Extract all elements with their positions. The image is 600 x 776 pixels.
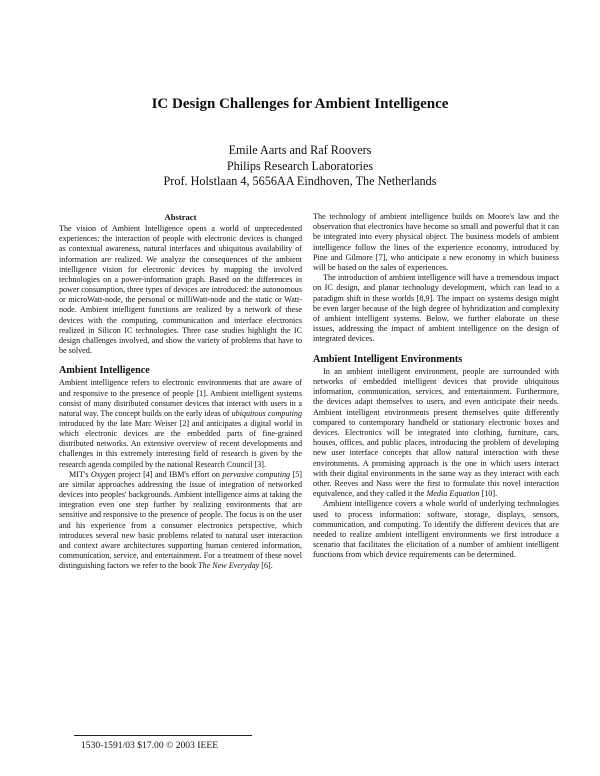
author-block xyxy=(0,143,600,190)
emphasis-text: pervasive computing xyxy=(222,469,291,479)
text-span: project [4] and IBM's effort on xyxy=(115,469,223,479)
emphasis-text: Oxygen xyxy=(90,469,116,479)
right-column xyxy=(313,212,559,561)
emphasis-text: The New Everyday xyxy=(198,561,260,571)
paper-title: IC Design Challenges for Ambient Intelligence xyxy=(151,96,449,112)
abstract-text: The vision of Ambient Intelligence opens a world of unprecedented experiences: the interaction of people with electronic devices is changed as contextual awareness, natural interfaces and ubiquitous availability of information are realized. We analyze the consequences of the ambient intelligence vision for electronic devices by mapping the involved technologies on a power-information graph. Based on the differences in power consumption, three types of devices are introduced: the autonomous or microWatt-node, the personal or milliWatt-node and the static or Watt-node. Ambient intelligent functions are realized by a network of these devices with the computing, communication and interface electronics realized in Silicon IC technologies. Three case studies highlight the IC design challenges involved, and show the variety of problems that have to be solved. xyxy=(59,224,302,356)
intro-paragraph-2: The introduction of ambient intelligence will have a tremendous impact on IC design, and planar technology development, which can lead to a paradigm shift in these worlds [8,9]. The impact on systems design might be even larger because of the high degree of hybridization and complexity of ambient intelligent systems. Below, we further elaborate on these issues, addressing the impact of ambient intelligence on the design of integrated devices. xyxy=(313,273,559,344)
copyright-footer: 1530-1591/03 $17.00 © 2003 IEEE xyxy=(81,740,219,751)
section1-paragraph-1 xyxy=(59,378,302,469)
text-span: In an ambient intelligent environment, people are surrounded with networks of embedded intelligent devices that provide ubiquitous information, communication, services, and entertainment. Furthermore, the devices adapt themselves to users, and even anticipate their needs. Ambient intelligent environments present themselves quite differently compared to contemporary handheld or stationary electronic boxes and devices. Electronics will be integrated into clothing, furniture, cars, houses, offices, and public places, introducing the problem of developing new user interface concepts that allow natural interaction with these environments. A promising approach is the one in which users interact with their digital environments in the same way as they interact with each other. Reeves and Nass were the first to formulate this novel interaction equivalence, and they called it the xyxy=(313,366,559,499)
text-span: [5] are similar approaches addressing the issue of integration of networked devices into peoples' backgrounds. Ambient intelligence aims at taking the integration even one step further by realizing environments that are sensitive and responsive to the presence of people. The focus is on the user and his experience from a consumer electronics perspective, which introduces several new basic problems related to natural user interaction and context aware architectures supporting human centered information, communication, service, and entertainment. For a treatment of these novel distinguishing factors we refer to the book xyxy=(59,469,302,571)
section1-paragraph-2 xyxy=(59,470,302,572)
section-heading-ambient-intelligent-environments: Ambient Intelligent Environments xyxy=(313,353,463,365)
left-column xyxy=(59,212,302,571)
text-span: Ambient intelligence refers to electronic environments that are aware of and responsive to the presence of people [1]. Ambient intelligent systems consist of many distributed consumer devices that interact with users in a natural way. The concept builds on the early ideas of xyxy=(59,378,302,418)
abstract-heading: Abstract xyxy=(164,212,197,222)
author-address: Prof. Holstlaan 4, 5656AA Eindhoven, The Netherlands xyxy=(163,174,437,189)
section-heading-ambient-intelligence: Ambient Intelligence xyxy=(59,365,150,377)
text-span: [6]. xyxy=(259,561,273,571)
text-span: introduced by the late Marc Weiser [2] and anticipates a digital world in which electronic devices are the embedded parts of fine-grained distributed networks. An extensive overview of recent developments and challenges in this extremely interesting field of research is given by the research agenda compiled by the national Research Council [3]. xyxy=(59,418,302,469)
emphasis-text: ubiquitous computing xyxy=(231,408,302,418)
text-span: [10]. xyxy=(479,489,498,499)
text-span: MIT's xyxy=(69,469,91,479)
author-names: Emile Aarts and Raf Roovers xyxy=(228,143,372,157)
section2-paragraph-2: Ambient intelligence covers a whole world of underlying technologies used to process information: software, storage, displays, sensors, communication, and computing. To identify the different devices that are needed to realize ambient intelligent environments we first introduce a scenario that facilitates the elicitation of a number of ambient intelligent functions from which device requirements can be determined. xyxy=(313,499,559,560)
intro-paragraph-1: The technology of ambient intelligence builds on Moore's law and the observation that electronics have become so small and powerful that it can be integrated into every physical object. The business models of ambient intelligence follow the lines of the experience economy, introduced by Pine and Gilmore [7], who anticipate a new economy in which business will be based on the sales of experiences. xyxy=(313,212,559,273)
author-affiliation: Philips Research Laboratories xyxy=(226,158,374,173)
footer-divider xyxy=(74,735,252,736)
emphasis-text: Media Equation xyxy=(426,489,480,499)
section2-paragraph-1 xyxy=(313,367,559,500)
